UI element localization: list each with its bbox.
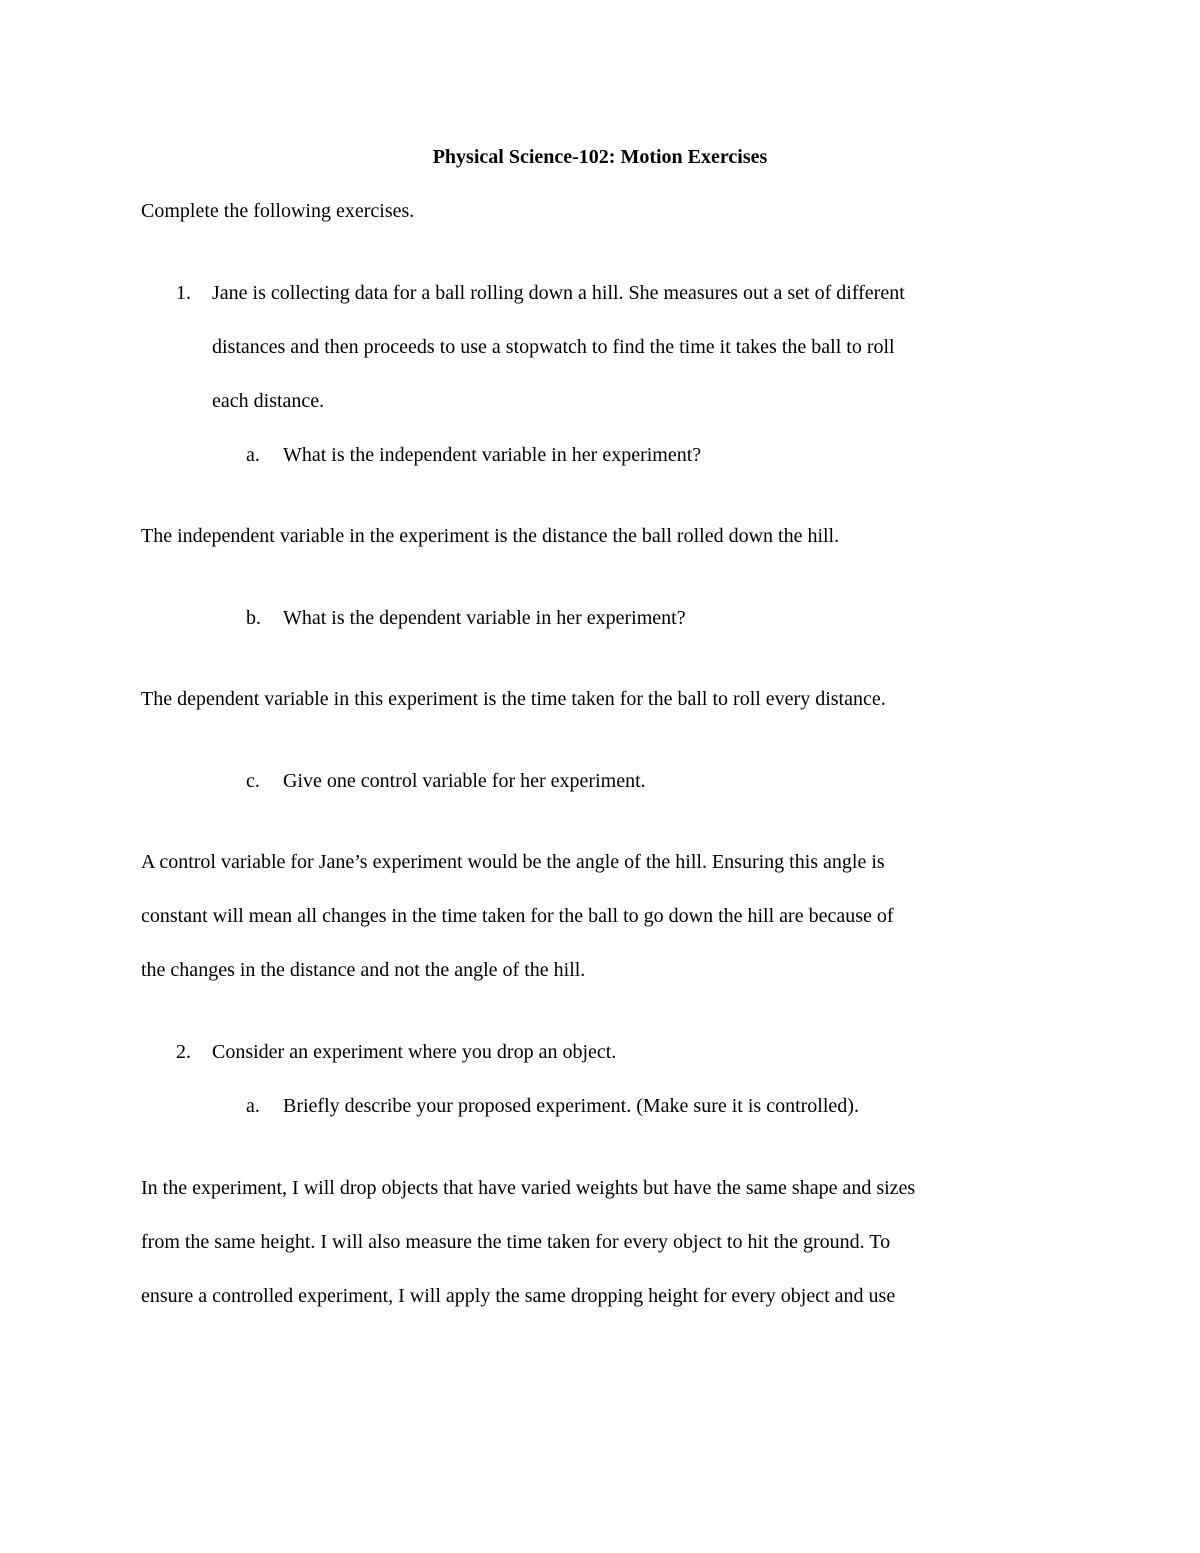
document-title: Physical Science-102: Motion Exercises [432, 146, 768, 168]
question-2a-text: Briefly describe your proposed experiment. (Make sure it is controlled). [283, 1095, 859, 1117]
question-2-number: 2. [176, 1041, 191, 1063]
answer-1c-line-2: constant will mean all changes in the time taken for the ball to go down the hill are because of [141, 905, 894, 927]
answer-1a: The independent variable in the experiment is the distance the ball rolled down the hill. [141, 525, 840, 547]
answer-2a-line-1: In the experiment, I will drop objects that have varied weights but have the same shape and sizes [141, 1177, 916, 1199]
question-1-line-1: Jane is collecting data for a ball rolling down a hill. She measures out a set of different [212, 282, 905, 304]
answer-2a-line-2: from the same height. I will also measure the time taken for every object to hit the ground. To [141, 1231, 891, 1253]
intro-text: Complete the following exercises. [141, 200, 415, 222]
question-1b-text: What is the dependent variable in her experiment? [283, 607, 686, 629]
question-1b-letter: b. [246, 607, 261, 629]
question-1-number: 1. [176, 282, 191, 304]
question-1-line-2: distances and then proceeds to use a stopwatch to find the time it takes the ball to roll [212, 336, 895, 358]
question-1a-letter: a. [246, 444, 260, 466]
answer-2a-line-3: ensure a controlled experiment, I will apply the same dropping height for every object and use [141, 1285, 896, 1307]
answer-1c-line-1: A control variable for Jane’s experiment would be the angle of the hill. Ensuring this angle is [141, 851, 885, 873]
question-1c-letter: c. [246, 770, 260, 792]
question-1a-text: What is the independent variable in her experiment? [283, 444, 702, 466]
answer-1c-line-3: the changes in the distance and not the angle of the hill. [141, 959, 586, 981]
question-1c-text: Give one control variable for her experiment. [283, 770, 646, 792]
answer-1b: The dependent variable in this experiment is the time taken for the ball to roll every distance. [141, 688, 886, 710]
question-1-line-3: each distance. [212, 390, 325, 412]
question-2-text: Consider an experiment where you drop an object. [212, 1041, 617, 1063]
question-2a-letter: a. [246, 1095, 260, 1117]
